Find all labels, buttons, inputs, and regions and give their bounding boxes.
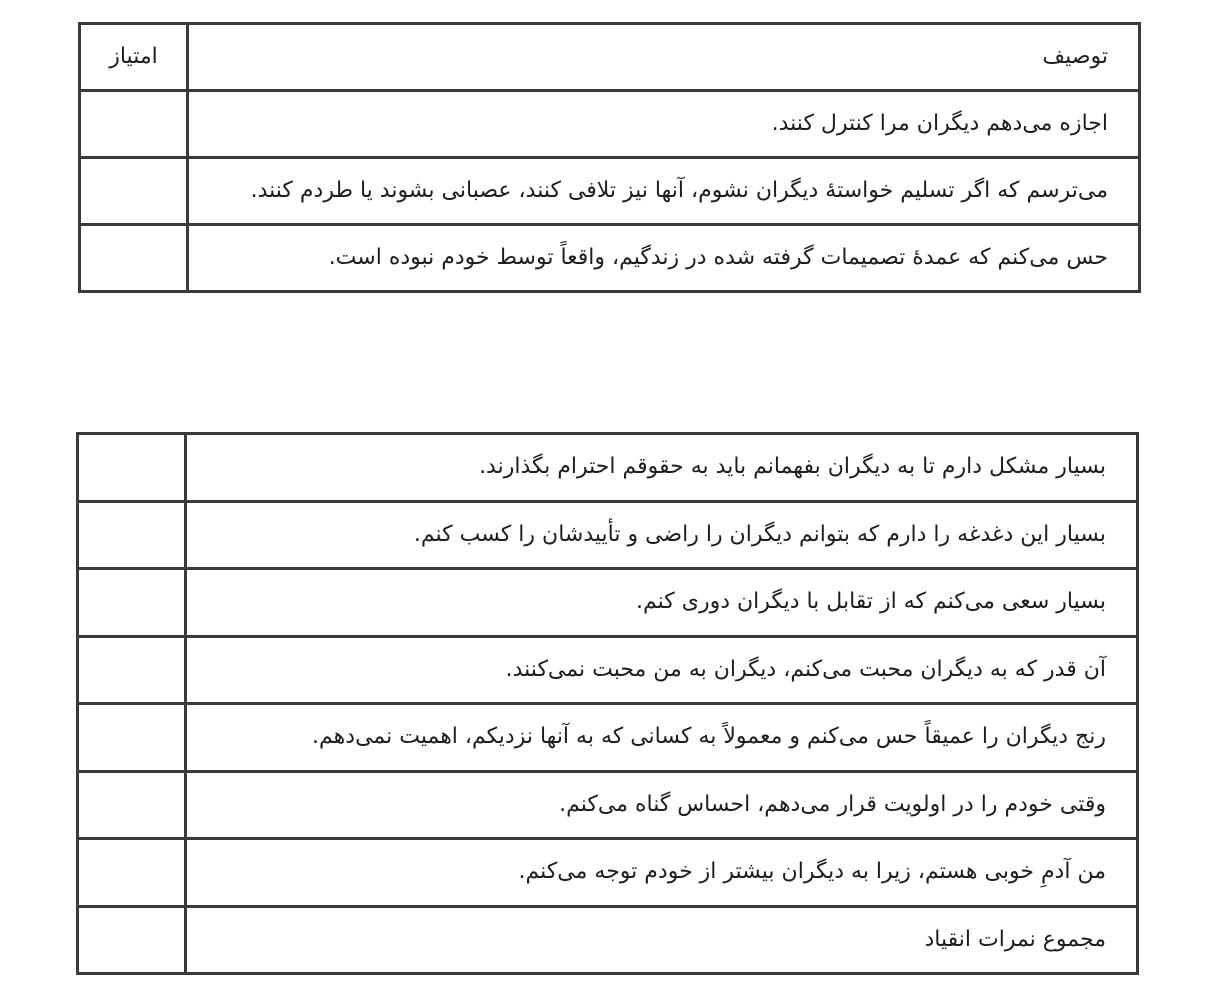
statement-text: می‌ترسم که اگر تسلیم خواستهٔ دیگران نشوم، آنها نیز تلافی کنند، عصبانی بشوند یا طردم کنند. (188, 158, 1140, 225)
statement-text: اجازه می‌دهم دیگران مرا کنترل کنند. (188, 91, 1140, 158)
table-row (78, 636, 1138, 704)
score-cell[interactable] (78, 501, 186, 569)
table-header-row (80, 24, 1140, 91)
score-cell[interactable] (80, 225, 188, 292)
table-row (78, 434, 1138, 502)
table-row (80, 91, 1140, 158)
score-cell[interactable] (78, 434, 186, 502)
table-row (78, 569, 1138, 637)
assessment-table-1 (78, 22, 1141, 293)
score-cell[interactable] (78, 771, 186, 839)
total-score-cell[interactable] (78, 906, 186, 974)
header-description: توصیف (188, 24, 1140, 91)
statement-text: بسیار این دغدغه را دارم که بتوانم دیگران را راضی و تأییدشان را کسب کنم. (186, 501, 1138, 569)
table-row (78, 839, 1138, 907)
table-row (80, 158, 1140, 225)
score-cell[interactable] (78, 636, 186, 704)
statement-text: من آدمِ خوبی هستم، زیرا به دیگران بیشتر از خودم توجه می‌کنم. (186, 839, 1138, 907)
score-cell[interactable] (78, 704, 186, 772)
statement-text: بسیار مشکل دارم تا به دیگران بفهمانم باید به حقوقم احترام بگذارند. (186, 434, 1138, 502)
statement-text: آن قدر که به دیگران محبت می‌کنم، دیگران به من محبت نمی‌کنند. (186, 636, 1138, 704)
total-row (78, 906, 1138, 974)
table-row (80, 225, 1140, 292)
header-score: امتیاز (80, 24, 188, 91)
score-cell[interactable] (78, 839, 186, 907)
score-cell[interactable] (80, 158, 188, 225)
statement-text: حس می‌کنم که عمدهٔ تصمیمات گرفته شده در زندگیم، واقعاً توسط خودم نبوده است. (188, 225, 1140, 292)
statement-text: رنج دیگران را عمیقاً حس می‌کنم و معمولاً به کسانی که به آنها نزدیکم، اهمیت نمی‌دهم. (186, 704, 1138, 772)
table-row (78, 771, 1138, 839)
score-cell[interactable] (80, 91, 188, 158)
statement-text: وقتی خودم را در اولویت قرار می‌دهم، احساس گناه می‌کنم. (186, 771, 1138, 839)
table-row (78, 704, 1138, 772)
table-row (78, 501, 1138, 569)
statement-text: بسیار سعی می‌کنم که از تقابل با دیگران دوری کنم. (186, 569, 1138, 637)
total-label: مجموع نمرات انقیاد (186, 906, 1138, 974)
assessment-table-2 (76, 432, 1139, 975)
score-cell[interactable] (78, 569, 186, 637)
